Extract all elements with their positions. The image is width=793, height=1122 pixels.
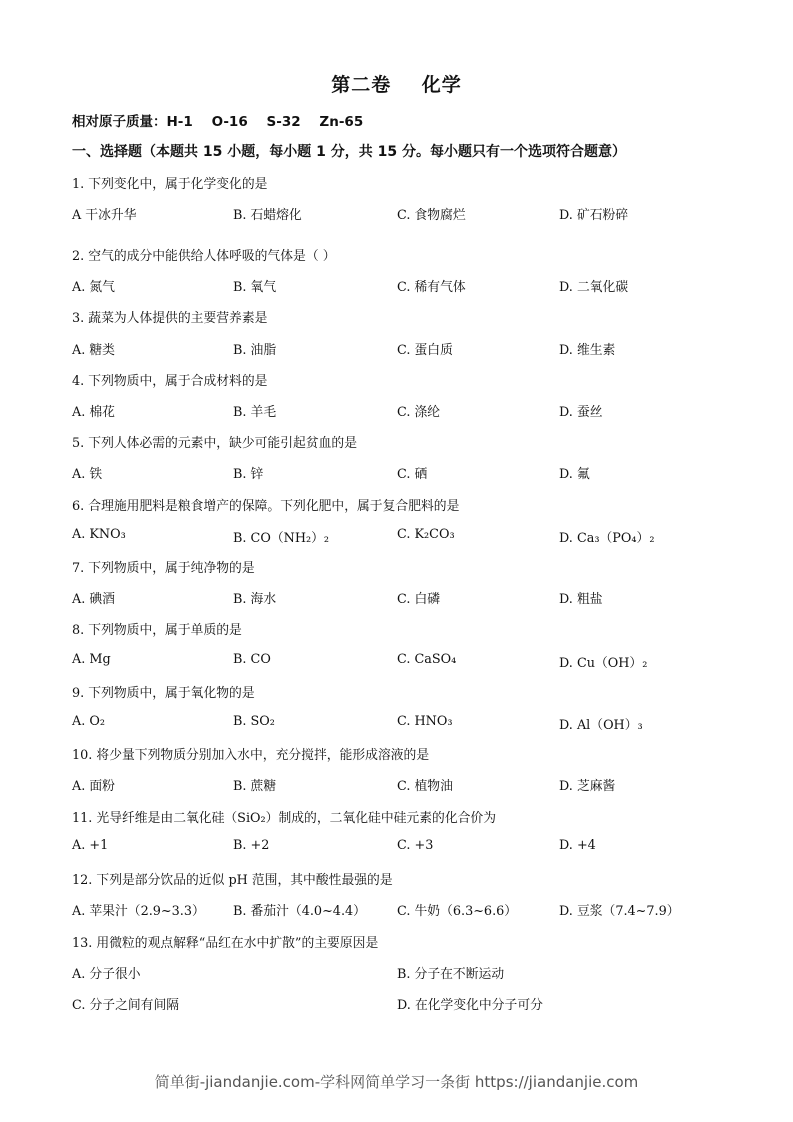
section-heading: 一、选择题（本题共 15 小题，每小题 1 分，共 15 分。每小题只有一个选项符合题意） <box>72 144 626 160</box>
question-stem: 4. 下列物质中，属于合成材料的是 <box>72 374 268 389</box>
option-d: D. 氟 <box>559 467 590 482</box>
option-b: B. 分子在不断运动 <box>397 967 505 982</box>
option-b: B. CO <box>233 652 271 667</box>
option-a: A. KNO₃ <box>72 527 126 542</box>
option-d: D. 二氧化碳 <box>559 280 629 295</box>
watermark-footer: 简单街-jiandanjie.com-学科网简单学习一条街 https://jiandanjie.com <box>154 1073 639 1091</box>
option-b: B. 锌 <box>233 467 264 482</box>
option-c: C. 白磷 <box>397 592 441 607</box>
question-stem: 10. 将少量下列物质分别加入水中，充分搅拌，能形成溶液的是 <box>72 748 430 763</box>
option-c: C. 涤纶 <box>397 405 441 420</box>
question-stem: 2. 空气的成分中能供给人体呼吸的气体是（ ） <box>72 249 336 264</box>
question-stem: 12. 下列是部分饮品的近似 pH 范围，其中酸性最强的是 <box>72 873 393 888</box>
option-b: B. 油脂 <box>233 343 277 358</box>
option-d: D. 矿石粉碎 <box>559 208 629 223</box>
option-b: B. 番茄汁（4.0~4.4） <box>233 904 366 919</box>
option-a: A. 面粉 <box>72 779 115 794</box>
question-stem: 9. 下列物质中，属于氧化物的是 <box>72 686 255 701</box>
option-d: D. 维生素 <box>559 343 616 358</box>
option-d: D. Cu（OH）₂ <box>559 656 648 671</box>
option-b: B. +2 <box>233 838 270 853</box>
question-stem: 5. 下列人体必需的元素中，缺少可能引起贫血的是 <box>72 436 358 451</box>
option-d: D. 粗盐 <box>559 592 603 607</box>
option-a: A. 苹果汁（2.9~3.3） <box>72 904 205 919</box>
option-c: C. 食物腐烂 <box>397 208 466 223</box>
option-a: A. +1 <box>72 838 109 853</box>
question-stem: 11. 光导纤维是由二氧化硅（SiO₂）制成的，二氧化硅中硅元素的化合价为 <box>72 811 497 826</box>
option-c: C. 牛奶（6.3~6.6） <box>397 904 518 919</box>
option-b: B. SO₂ <box>233 714 275 729</box>
option-d: D. Ca₃（PO₄）₂ <box>559 531 655 546</box>
option-a: A. Mg <box>72 652 111 667</box>
option-c: C. 分子之间有间隔 <box>72 998 180 1013</box>
option-d: D. 在化学变化中分子可分 <box>397 998 543 1013</box>
option-d: D. +4 <box>559 838 596 853</box>
question-stem: 1. 下列变化中，属于化学变化的是 <box>72 177 268 192</box>
option-c: C. 植物油 <box>397 779 453 794</box>
option-a: A. 铁 <box>72 467 103 482</box>
option-d: D. 蚕丝 <box>559 405 603 420</box>
option-c: C. 硒 <box>397 467 428 482</box>
page-title: 第二卷 化学 <box>331 74 462 96</box>
option-b: B. 蔗糖 <box>233 779 277 794</box>
option-d: D. Al（OH）₃ <box>559 718 643 733</box>
option-b: B. 海水 <box>233 592 277 607</box>
option-b: B. CO（NH₂）₂ <box>233 531 330 546</box>
question-stem: 3. 蔬菜为人体提供的主要营养素是 <box>72 311 268 326</box>
question-stem: 13. 用微粒的观点解释“品红在水中扩散”的主要原因是 <box>72 936 379 951</box>
question-stem: 6. 合理施用肥料是粮食增产的保障。下列化肥中，属于复合肥料的是 <box>72 499 460 514</box>
option-c: C. +3 <box>397 838 434 853</box>
option-a: A. O₂ <box>72 714 105 729</box>
option-c: C. 稀有气体 <box>397 280 466 295</box>
option-a: A 干冰升华 <box>72 208 137 223</box>
option-a: A. 棉花 <box>72 405 115 420</box>
option-d: D. 芝麻酱 <box>559 779 616 794</box>
option-b: B. 石蜡熔化 <box>233 208 302 223</box>
option-c: C. 蛋白质 <box>397 343 453 358</box>
option-a: A. 碘酒 <box>72 592 115 607</box>
option-c: C. HNO₃ <box>397 714 453 729</box>
option-d: D. 豆浆（7.4~7.9） <box>559 904 680 919</box>
option-c: C. K₂CO₃ <box>397 527 455 542</box>
option-a: A. 分子很小 <box>72 967 141 982</box>
atomic-masses-line: 相对原子质量：H-1 O-16 S-32 Zn-65 <box>72 114 364 130</box>
option-b: B. 羊毛 <box>233 405 277 420</box>
option-a: A. 糖类 <box>72 343 115 358</box>
option-b: B. 氧气 <box>233 280 277 295</box>
question-stem: 8. 下列物质中，属于单质的是 <box>72 623 242 638</box>
question-stem: 7. 下列物质中，属于纯净物的是 <box>72 561 255 576</box>
option-a: A. 氮气 <box>72 280 115 295</box>
option-c: C. CaSO₄ <box>397 652 457 667</box>
